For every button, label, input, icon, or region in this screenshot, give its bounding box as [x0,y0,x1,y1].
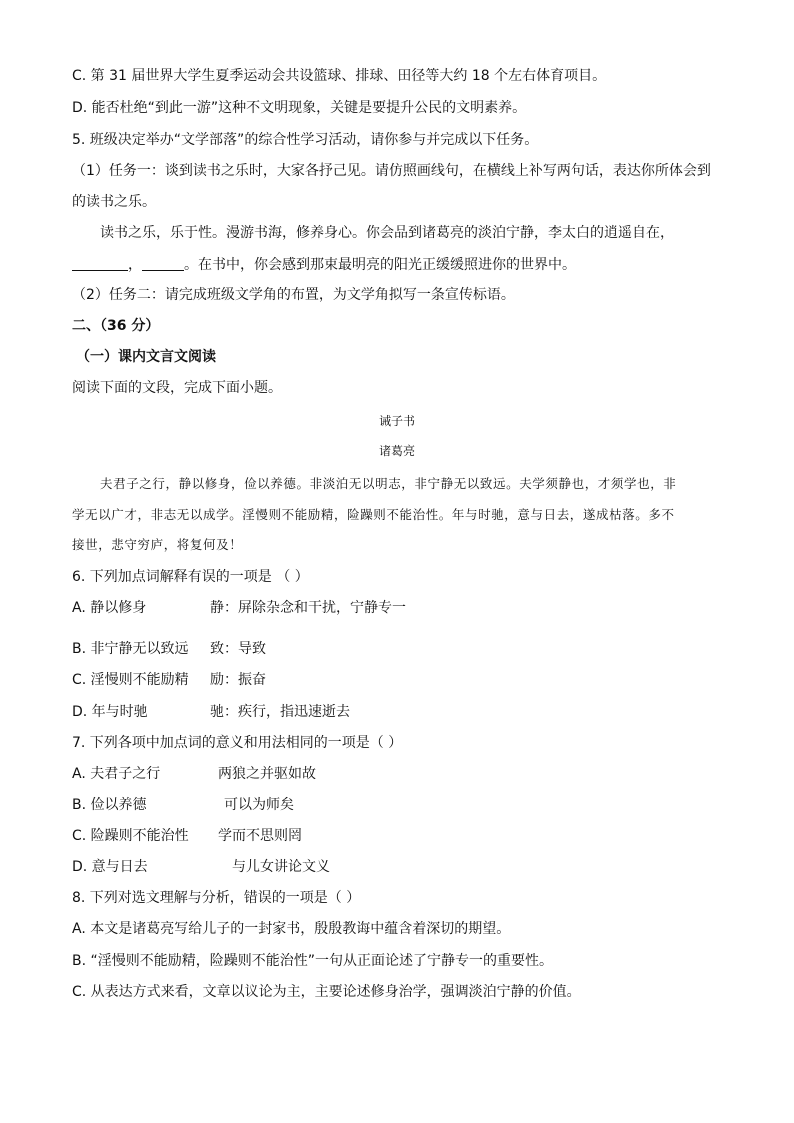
section-two-heading: 二、（36 分） [72,318,160,334]
option-d-line: D. 能否杜绝“到此一游”这种不文明现象，关键是要提升公民的文明素养。 [72,100,527,116]
task-1-line-2: 的读书之乐。 [72,194,156,210]
option-comparison: 可以为师矣 [224,797,294,813]
question-8-option-b[interactable]: B. “淫慢则不能励精，险躁则不能治性”一句从正面论述了宁静专一的重要性。 [72,953,554,969]
option-text: B. 俭以养德 [72,797,147,813]
option-gloss: 励：振奋 [210,672,266,688]
option-text: D. 意与日去 [72,859,148,875]
passage-line-3: 接世，悲守穷庐，将复何及！ [72,537,243,552]
reading-instruction: 阅读下面的文段，完成下面小题。 [72,380,282,396]
option-c-line: C. 第 31 届世界大学生夏季运动会共设篮球、排球、田径等大约 18 个左右体育项目。 [72,68,607,84]
passage-title: 诫子书 [378,414,415,428]
question-7-option-c[interactable] [72,826,302,846]
question-6-option-b[interactable] [72,639,266,659]
question-8-option-c[interactable]: C. 从表达方式来看，文章以议论为主，主要论述修身治学，强调淡泊宁静的价值。 [72,984,581,1000]
option-gloss: 致：导致 [210,641,266,657]
question-7-option-d[interactable] [72,857,330,877]
option-comparison: 学而不思则罔 [218,828,302,844]
option-text: A. 静以修身 [72,600,147,616]
option-text: C. 险躁则不能治性 [72,828,189,844]
option-text: D. 年与时驰 [72,704,148,720]
passage-author: 诸葛亮 [378,444,415,458]
question-7-option-a[interactable] [72,764,316,784]
option-text: B. 非宁静无以致远 [72,641,189,657]
option-text: C. 淫慢则不能励精 [72,672,189,688]
example-sentence-tail: 。在书中，你会感到那束最明亮的阳光正缓缓照进你的世界中。 [184,257,576,273]
question-6-option-d[interactable] [72,702,350,722]
option-gloss: 静：屏除杂念和干扰，宁静专一 [210,600,406,616]
question-5-stem: 5. 班级决定举办“文学部落”的综合性学习活动，请你参与并完成以下任务。 [72,132,539,148]
option-comparison: 与儿女讲论文义 [232,859,330,875]
question-6-option-c[interactable] [72,670,266,690]
question-6-option-a[interactable] [72,598,406,618]
question-8-option-a[interactable]: A. 本文是诸葛亮写给儿子的一封家书，殷殷教诲中蕴含着深切的期望。 [72,921,511,937]
answer-blank-1[interactable] [72,256,128,271]
question-8-stem: 8. 下列对选文理解与分析，错误的一项是（ ） [72,890,361,906]
blank-separator: ， [128,257,142,273]
subsection-one-heading: （一）课内文言文阅读 [76,349,216,365]
question-6-stem: 6. 下列加点词解释有误的一项是 （ ） [72,569,309,585]
passage-line-2: 学无以广才，非志无以成学。淫慢则不能励精，险躁则不能治性。年与时驰，意与日去，遂成枯落。多不 [72,507,675,522]
example-sentence-line-1: 读书之乐，乐于性。漫游书海，修养身心。你会品到诸葛亮的淡泊宁静，李太白的逍遥自在， [100,225,674,241]
option-gloss: 驰：疾行，指迅速逝去 [210,704,350,720]
option-comparison: 两狼之并驱如故 [218,766,316,782]
question-7-stem: 7. 下列各项中加点词的意义和用法相同的一项是（ ） [72,735,403,751]
passage-line-1: 夫君子之行，静以修身，俭以养德。非淡泊无以明志，非宁静无以致远。夫学须静也，才须学也，非 [100,476,677,491]
task-1-line-1: （1）任务一：谈到读书之乐时，大家各抒己见。请仿照画线句，在横线上补写两句话，表达你所体会到 [72,163,711,179]
question-7-option-b[interactable] [72,795,294,815]
example-sentence-line-2 [72,255,576,275]
option-text: A. 夫君子之行 [72,766,161,782]
answer-blank-2[interactable] [142,256,184,271]
task-2-line: （2）任务二：请完成班级文学角的布置，为文学角拟写一条宣传标语。 [72,287,515,303]
